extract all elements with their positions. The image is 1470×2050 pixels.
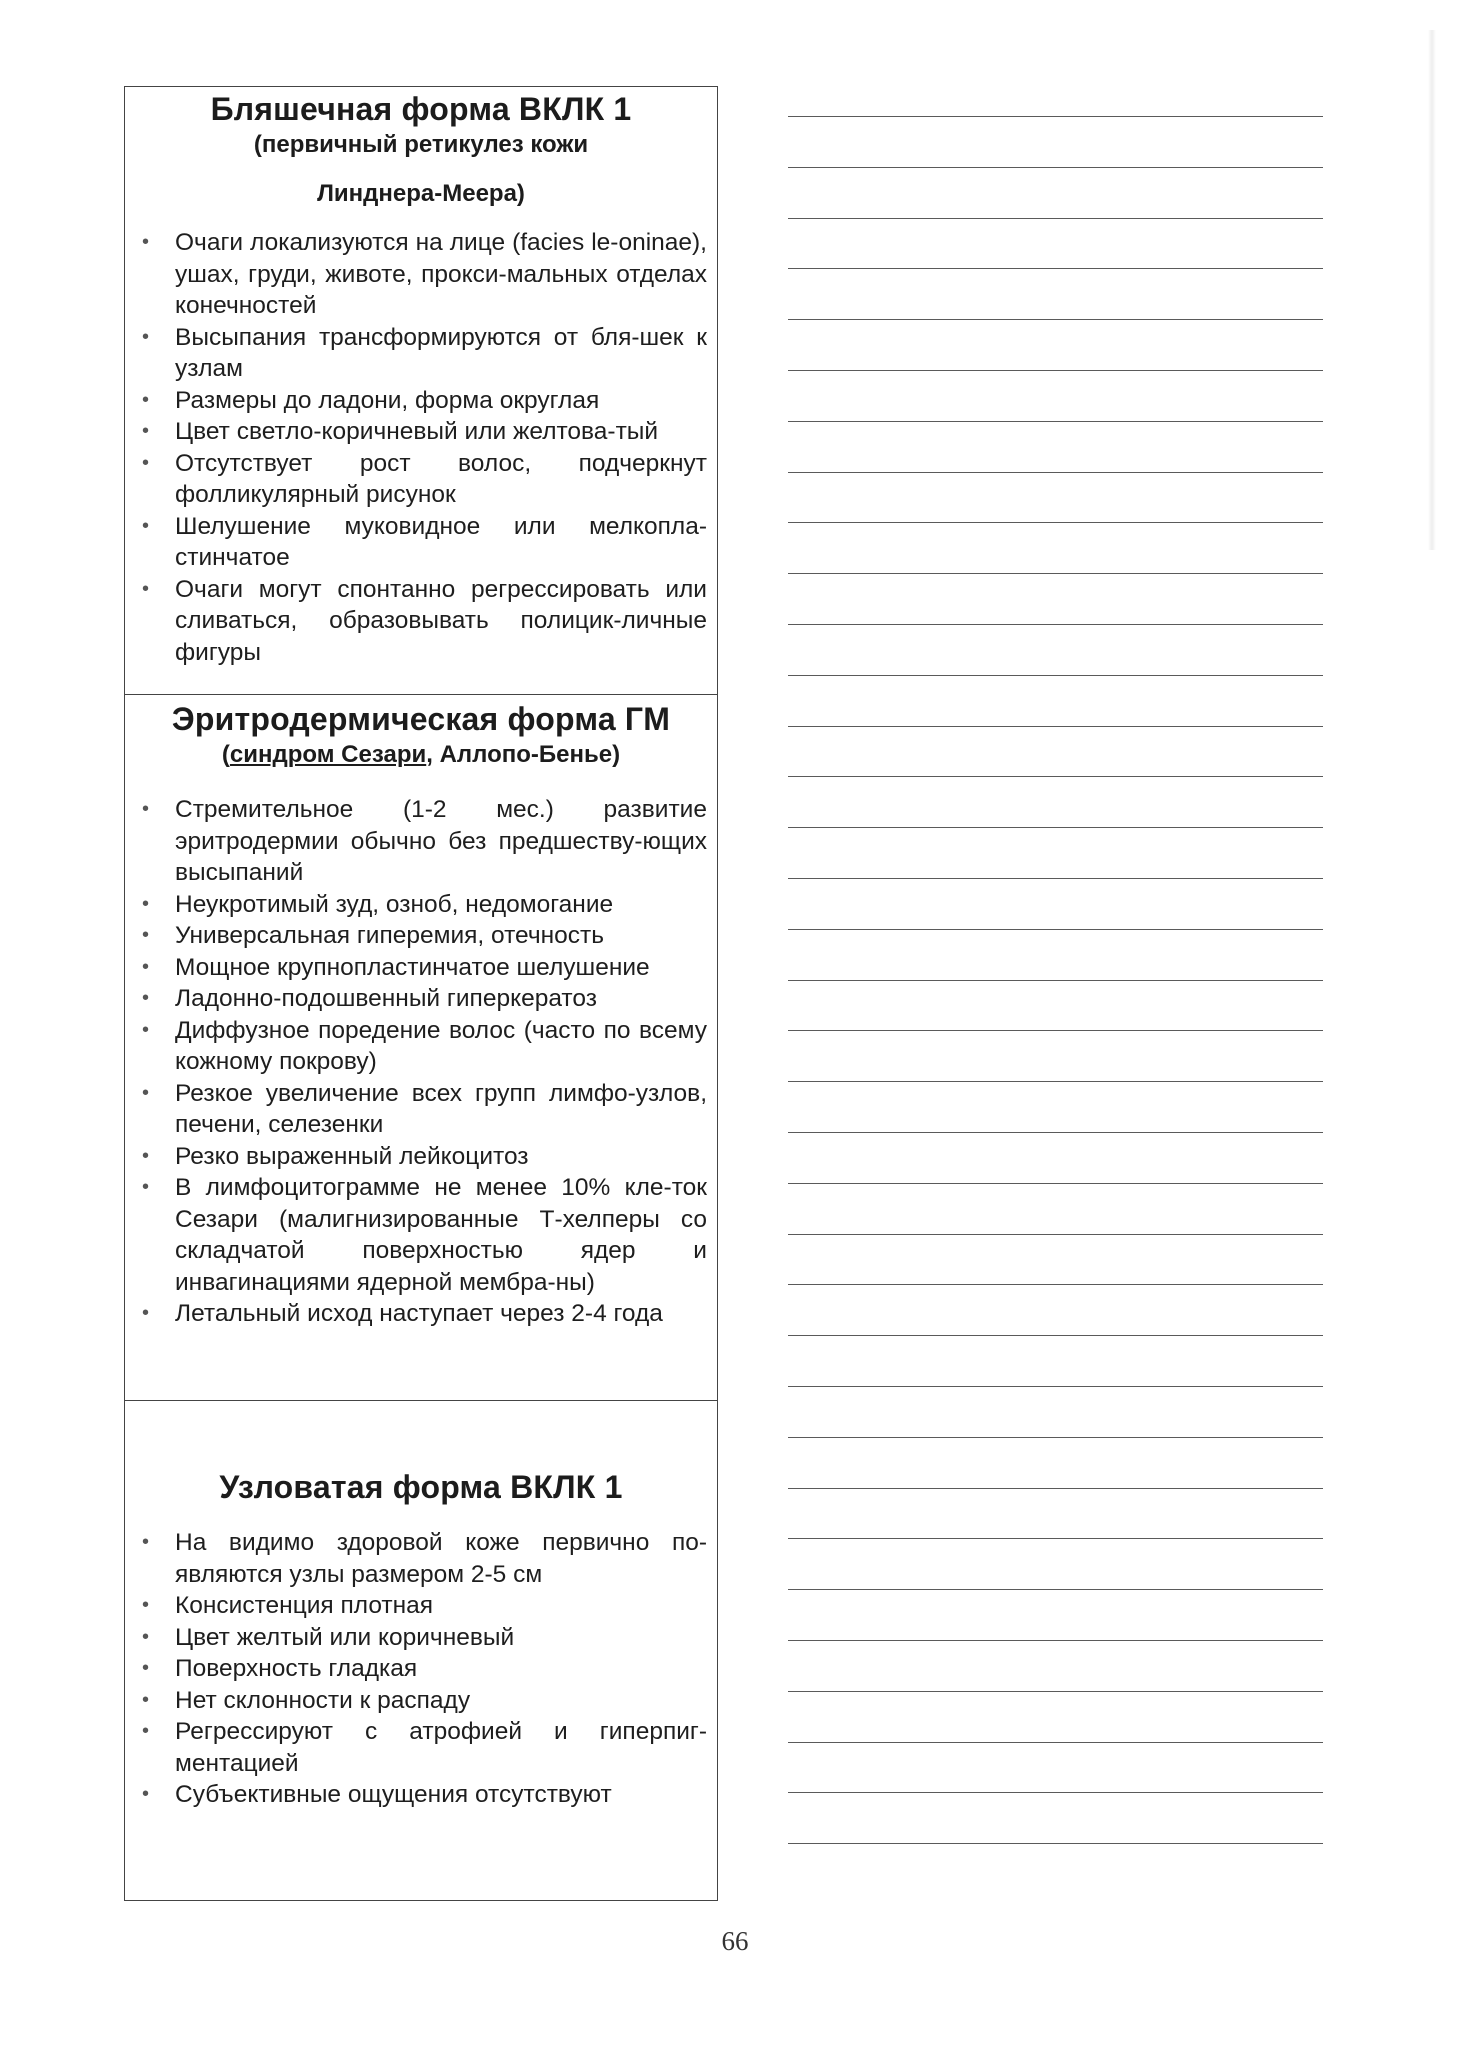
- section-nodular-form: [125, 1401, 717, 1902]
- section-title: Бляшечная форма ВКЛК 1: [210, 91, 632, 127]
- note-line: [788, 1081, 1323, 1082]
- subtitle-underlined: синдром Сезари: [229, 741, 427, 768]
- list-item: • Очаги могут спонтанно регрессировать или сливаться, образовывать полицик-личные фигуры: [175, 574, 707, 669]
- list-item: • Мощное крупнопластинчатое шелушение: [175, 952, 707, 984]
- section-title: Узловатая форма ВКЛК 1: [219, 1469, 623, 1505]
- note-line: [788, 1589, 1323, 1590]
- list-item: • Нет склонности к распаду: [175, 1685, 707, 1717]
- note-line: [788, 472, 1323, 473]
- subtitle-rest: , Аллопо-Бенье): [426, 741, 621, 768]
- note-line: [788, 1640, 1323, 1641]
- note-line: [788, 370, 1323, 371]
- list-item: • Отсутствует рост волос, подчеркнут фолликулярный рисунок: [175, 448, 707, 511]
- note-line: [788, 573, 1323, 574]
- list-item: • Неукротимый зуд, озноб, недомогание: [175, 889, 707, 921]
- note-line: [788, 1335, 1323, 1336]
- note-line: [788, 980, 1323, 981]
- bullet-list: [125, 1527, 717, 1811]
- list-item: • Субъективные ощущения отсутствуют: [175, 1779, 707, 1811]
- list-item: • Универсальная гиперемия, отечность: [175, 920, 707, 952]
- note-line: [788, 1183, 1323, 1184]
- list-item: • Консистенция плотная: [175, 1590, 707, 1622]
- list-item: • Высыпания трансформируются от бля-шек к узлам: [175, 322, 707, 385]
- page-number: 66: [721, 1926, 749, 1956]
- note-line: [788, 1488, 1323, 1489]
- note-line: [788, 1843, 1323, 1844]
- note-line: [788, 827, 1323, 828]
- note-line: [788, 1284, 1323, 1285]
- note-line: [788, 1437, 1323, 1438]
- list-item: • Очаги локализуются на лице (facies le-oninae), ушах, груди, животе, прокси-мальных отделах конечностей: [175, 227, 707, 322]
- list-item: • На видимо здоровой коже первично по-являются узлы размером 2-5 см: [175, 1527, 707, 1590]
- list-item: • Диффузное поредение волос (часто по всему кожному покрову): [175, 1015, 707, 1078]
- note-line: [788, 675, 1323, 676]
- scan-shadow: [1428, 30, 1436, 550]
- note-line: [788, 116, 1323, 117]
- list-item: • Резкое увеличение всех групп лимфо-узлов, печени, селезенки: [175, 1078, 707, 1141]
- list-item: • Стремительное (1-2 мес.) развитие эритродермии обычно без предшеству-ющих высыпаний: [175, 794, 707, 889]
- bullet-list: [125, 794, 717, 1330]
- list-item: • Резко выраженный лейкоцитоз: [175, 1141, 707, 1173]
- note-line: [788, 522, 1323, 523]
- list-item: • Поверхность гладкая: [175, 1653, 707, 1685]
- note-line: [788, 1386, 1323, 1387]
- section-subtitle-line: Линднера-Меера): [317, 180, 525, 207]
- note-line: [788, 1742, 1323, 1743]
- section-subtitle-line: (первичный ретикулез кожи: [253, 131, 589, 158]
- section-plaque-form: [125, 87, 717, 695]
- note-line: [788, 878, 1323, 879]
- list-item: • Цвет желтый или коричневый: [175, 1622, 707, 1654]
- note-line: [788, 726, 1323, 727]
- list-item: • Размеры до ладони, форма округлая: [175, 385, 707, 417]
- note-line: [788, 929, 1323, 930]
- section-title: Эритродермическая форма ГМ: [171, 701, 671, 737]
- note-line: [788, 167, 1323, 168]
- bullet-list: [125, 227, 717, 668]
- section-erythrodermic-form: [125, 695, 717, 1401]
- content-box: [124, 86, 718, 1901]
- note-line: [788, 218, 1323, 219]
- list-item: • Ладонно-подошвенный гиперкератоз: [175, 983, 707, 1015]
- list-item: • Летальный исход наступает через 2-4 года: [175, 1298, 707, 1330]
- note-line: [788, 268, 1323, 269]
- list-item: • Регрессируют с атрофией и гиперпиг-ментацией: [175, 1716, 707, 1779]
- note-line: [788, 319, 1323, 320]
- note-line: [788, 1132, 1323, 1133]
- section-subtitle: [125, 739, 717, 770]
- note-line: [788, 1030, 1323, 1031]
- note-line: [788, 1792, 1323, 1793]
- note-line: [788, 776, 1323, 777]
- note-line: [788, 1234, 1323, 1235]
- note-line: [788, 421, 1323, 422]
- note-line: [788, 624, 1323, 625]
- list-item: • Шелушение муковидное или мелкопла-стинчатое: [175, 511, 707, 574]
- subtitle-open: (: [221, 741, 230, 768]
- note-line: [788, 1538, 1323, 1539]
- note-line: [788, 1691, 1323, 1692]
- list-item: • Цвет светло-коричневый или желтова-тый: [175, 416, 707, 448]
- list-item: • В лимфоцитограмме не менее 10% кле-ток Сезари (малигнизированные Т-хелперы со складчатой поверхностью ядер и инвагинациями ядерной мембра-ны): [175, 1172, 707, 1298]
